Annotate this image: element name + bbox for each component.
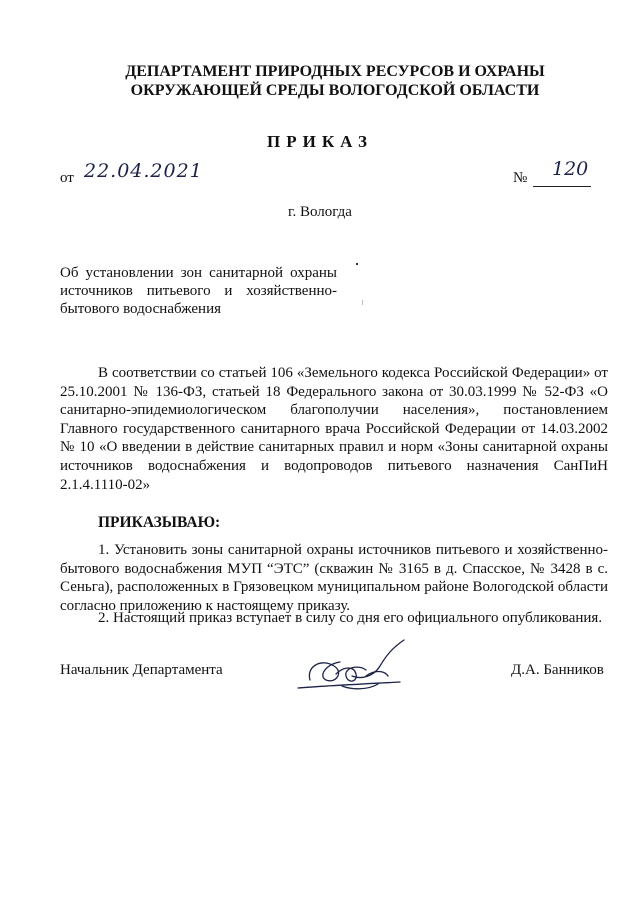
department-header [60, 62, 610, 100]
corner-mark [356, 263, 358, 265]
signer-title: Начальник Департамента [60, 662, 223, 678]
preamble-paragraph: В соответствии со статьей 106 «Земельного кодекса Российской Федерации» от 25.10.2001 № 136-ФЗ, статьей 18 Федерального закона от 30.03.1999 № 52-ФЗ «О санитарно-эпидемиологическом благополучии населения», постановлением Главного государственного санитарного врача Российской Федерации от 14.03.2002 № 10 «О введении в действие санитарных правил и норм «Зоны санитарной охраны источников водоснабжения и водопроводов питьевого назначения СанПиН 2.1.4.1110-02» [60, 365, 608, 493]
number-underline [533, 186, 591, 187]
order-item-2: 2. Настоящий приказ вступает в силу со дня его официального опубликования. [98, 610, 603, 626]
number-prefix: № [513, 170, 528, 186]
corner-tick [362, 300, 363, 305]
handwritten-signature [292, 636, 422, 696]
order-heading: ПРИКАЗЫВАЮ: [98, 514, 221, 531]
handwritten-number: 120 [552, 158, 589, 180]
date-prefix: от [60, 170, 74, 186]
subject-block: Об установлении зон санитарной охраны источников питьевого и хозяйственно-бытового водоснабжения [60, 265, 337, 317]
city-line: г. Вологда [288, 204, 352, 220]
department-line-2: ОКРУЖАЮЩЕЙ СРЕДЫ ВОЛОГОДСКОЙ ОБЛАСТИ [130, 82, 540, 99]
department-line-1: ДЕПАРТАМЕНТ ПРИРОДНЫХ РЕСУРСОВ И ОХРАНЫ [125, 63, 545, 80]
order-item-1: 1. Установить зоны санитарной охраны источников питьевого и хозяйственно-бытового водоснабжения МУП “ЭТС” (скважин № 3165 в д. Спасское, № 3428 в с. Сеньга), расположенных в Грязовецком муниципальном районе Вологодской области согласно приложению к настоящему приказу. [60, 542, 608, 614]
signer-name: Д.А. Банников [511, 662, 604, 678]
handwritten-date: 22.04.2021 [84, 160, 203, 182]
document-type-title: ПРИКАЗ [267, 132, 373, 151]
